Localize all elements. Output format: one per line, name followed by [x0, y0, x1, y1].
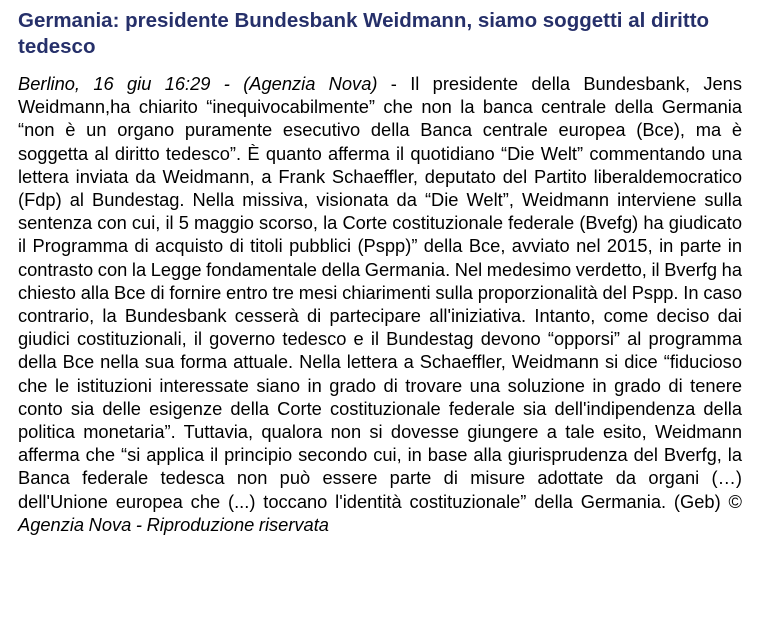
article-body [18, 72, 742, 536]
article-title: Germania: presidente Bundesbank Weidmann, siamo soggetti al diritto tedesco [18, 9, 710, 58]
dateline: Berlino, 16 giu 16:29 - [18, 73, 244, 94]
agency-byline: (Agenzia Nova) [243, 73, 378, 94]
body-text: - Il presidente della Bundesbank, Jens Weidmann,ha chiarito “inequivocabilmente” che non la banca centrale della Germania “non è un organo puramente esecutivo della Banca centrale europea (Bce), ma è soggetta al diritto tedesco”. È quanto afferma il quotidiano “Die Welt” commentando una lettera inviata da Weidmann, a Frank Schaeffler, deputato del Partito liberaldemocratico (Fdp) al Bundestag. Nella missiva, visionata da “Die Welt”, Weidmann interviene sulla sentenza con cui, il 5 maggio scorso, la Corte costituzionale federale (Bvefg) ha giudicato il Programma di acquisto di titoli pubblici (Pspp)” della Bce, avviato nel 2015, in parte in contrasto con la Legge fondamentale della Germania. Nel medesimo verdetto, il Bverfg ha chiesto alla Bce di fornire entro tre mesi chiarimenti sulla proporzionalità del Pspp. In caso contrario, la Bundesbank cesserà di partecipare all'iniziativa. Intanto, come deciso dai giudici costituzionali, il governo tedesco e il Bundestag devono “opporsi” al programma della Bce nella sua forma attuale. Nella lettera a Schaeffler, Weidmann si dice “fiducioso che le istituzioni interessate siano in grado di trovare una soluzione in grado di tenere conto sia delle esigenze della Corte costituzionale federale sia dell'indipendenza della politica monetaria”. Tuttavia, qualora non si dovesse giungere a tale esito, Weidmann afferma che “si applica il principio secondo cui, in base alla giurisprudenza del Bverfg, la Banca federale tedesca non può essere parte di misure adottate da organi (…) dell'Unione europea che (...) toccano l'identità costituzionale” della Germania. (Geb) © [18, 73, 742, 512]
rights-notice: - Riproduzione riservata [131, 513, 329, 535]
footer-agency: Agenzia Nova [18, 513, 132, 535]
